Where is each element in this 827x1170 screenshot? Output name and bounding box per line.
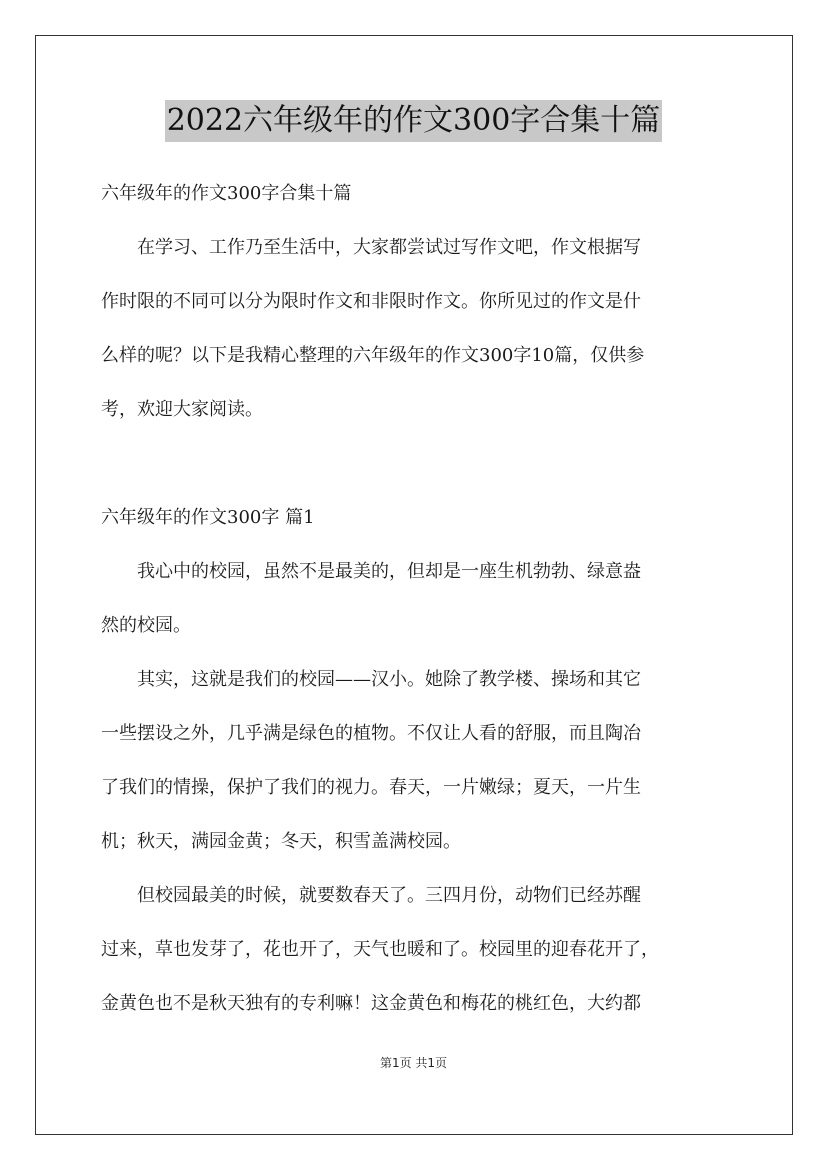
- section-heading: 六年级年的作文300字 篇1: [101, 507, 315, 528]
- paragraph-line: 考，欢迎大家阅读。: [101, 399, 263, 420]
- paragraph-line: 我心中的校园，虽然不是最美的，但却是一座生机勃勃、绿意盎: [101, 561, 641, 582]
- paragraph-line: 在学习、工作乃至生活中，大家都尝试过写作文吧，作文根据写: [101, 237, 641, 258]
- paragraph-line: 么样的呢？以下是我精心整理的六年级年的作文300字10篇，仅供参: [101, 345, 645, 366]
- blank-line: [101, 444, 741, 498]
- paragraph-line: 了我们的情操，保护了我们的视力。春天，一片嫩绿；夏天，一片生: [101, 777, 641, 798]
- paragraph-line: 但校园最美的时候，就要数春天了。三四月份，动物们已经苏醒: [101, 885, 641, 906]
- document-title: 2022六年级年的作文300字合集十篇: [165, 100, 663, 142]
- paragraph-line: 其实，这就是我们的校园——汉小。她除了教学楼、操场和其它: [101, 669, 641, 690]
- document-body: [101, 174, 741, 1038]
- paragraph-line: 一些摆设之外，几乎满是绿色的植物。不仅让人看的舒服，而且陶冶: [101, 723, 641, 744]
- paragraph-line: 然的校园。: [101, 615, 191, 636]
- paragraph-line: 过来，草也发芽了，花也开了，天气也暖和了。校园里的迎春花开了，: [101, 939, 659, 960]
- page-footer: [0, 1054, 827, 1071]
- paragraph-line: 作时限的不同可以分为限时作文和非限时作文。你所见过的作文是什: [101, 291, 641, 312]
- paragraph-line: 金黄色也不是秋天独有的专利嘛！这金黄色和梅花的桃红色，大约都: [101, 993, 641, 1014]
- document-subtitle: 六年级年的作文300字合集十篇: [101, 183, 352, 204]
- page-number: 第1页 共1页: [379, 1056, 448, 1070]
- title-wrapper: [0, 100, 827, 142]
- paragraph-line: 机；秋天，满园金黄；冬天，积雪盖满校园。: [101, 831, 461, 852]
